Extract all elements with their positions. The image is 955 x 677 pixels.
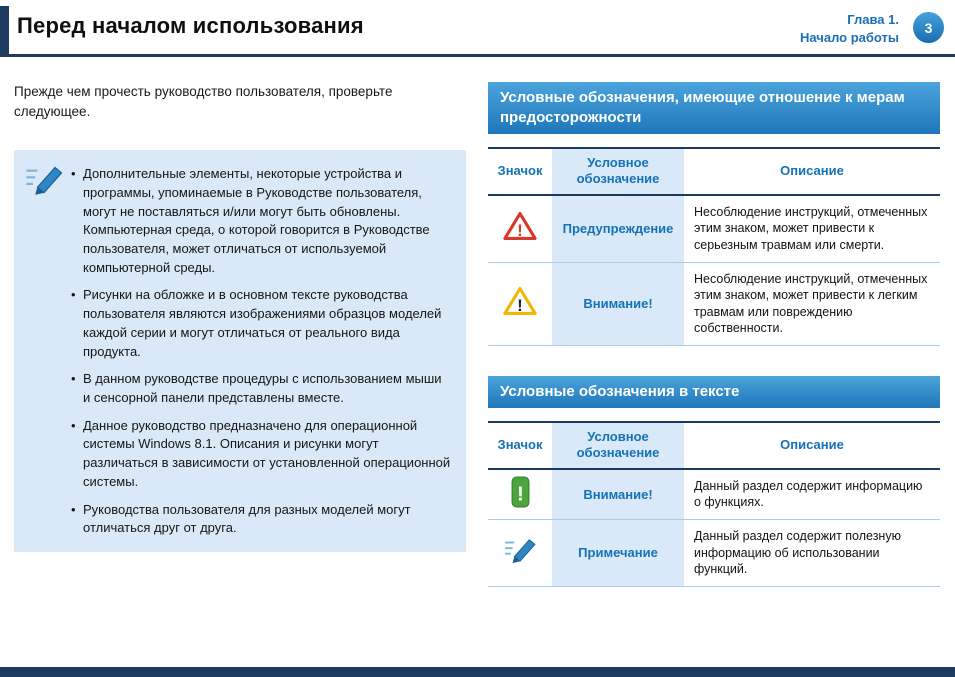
page-header [0,0,955,57]
column-header-description: Описание [684,148,940,195]
warning-red-triangle-icon [502,220,538,246]
table-row [488,262,940,346]
footer-bar [0,667,955,677]
left-column [14,82,466,552]
section2-title-bar: Условные обозначения в тексте [488,376,940,408]
notation-description: Несоблюдение инструкций, отмеченных этим знаком, может привести к серьезным травмам или смерти. [684,195,940,262]
note-box [14,150,466,552]
notation-term: Примечание [552,519,684,586]
column-header-description: Описание [684,422,940,469]
header-accent-bar [0,6,9,54]
column-header-icon: Значок [488,148,552,195]
note-bullet: • В данном руководстве процедуры с использованием мыши и сенсорной панели представлены вместе. [70,370,452,407]
svg-text:!: ! [517,296,523,316]
note-bullet: • Дополнительные элементы, некоторые устройства и программы, упоминаемые в Руководстве пользователя, могут не поставляться и/или могут быть обновлены. Компьютерная среда, о которой говорится в Руководстве пользователя, может отличаться от используемой компьютерной среды. [70,165,452,277]
notation-description: Несоблюдение инструкций, отмеченных этим знаком, может привести к легким травмам или повреждению собственности. [684,262,940,346]
column-header-term: Условное обозначение [552,422,684,469]
table-header-row [488,148,940,195]
note-bullet: • Данное руководство предназначено для операционной системы Windows 8.1. Описания и рисунки могут различаться в зависимости от установленной операционной системы. [70,417,452,492]
svg-text:!: ! [517,220,523,240]
page-title: Перед началом использования [17,13,364,38]
chapter-line2: Начало работы [800,29,899,45]
notation-term: Предупреждение [552,195,684,262]
note-bullet: • Руководства пользователя для разных моделей могут отличаться друг от друга. [70,501,452,538]
table-row [488,195,940,262]
note-bullet: • Рисунки на обложке и в основном тексте руководства пользователя являются изображениями образцов моделей каждой серии и могут отличаться от реального вида продукта. [70,286,452,361]
green-exclamation-icon [511,482,530,512]
column-header-icon: Значок [488,422,552,469]
page-number-badge: 3 [913,12,944,43]
chapter-label [800,11,899,46]
notation-description: Данный раздел содержит информацию о функциях. [684,469,940,520]
notation-term: Внимание! [552,469,684,520]
notation-description: Данный раздел содержит полезную информацию об использовании функций. [684,519,940,586]
section1-title-bar: Условные обозначения, имеющие отношение к мерам предосторожности [488,82,940,134]
memo-pen-icon [24,163,64,201]
notation-term: Внимание! [552,262,684,346]
chapter-line1: Глава 1. [847,12,899,27]
table-row [488,469,940,520]
table-row [488,519,940,586]
table-header-row [488,422,940,469]
safety-notations-table [488,147,940,346]
note-bullet-list [70,165,452,538]
svg-text:!: ! [516,482,524,506]
intro-text: Прежде чем прочесть руководство пользователя, проверьте следующее. [14,84,393,119]
text-notations-table [488,421,940,587]
caution-yellow-triangle-icon [502,296,538,321]
right-column [488,82,940,587]
memo-pen-icon [503,551,537,568]
column-header-term: Условное обозначение [552,148,684,195]
